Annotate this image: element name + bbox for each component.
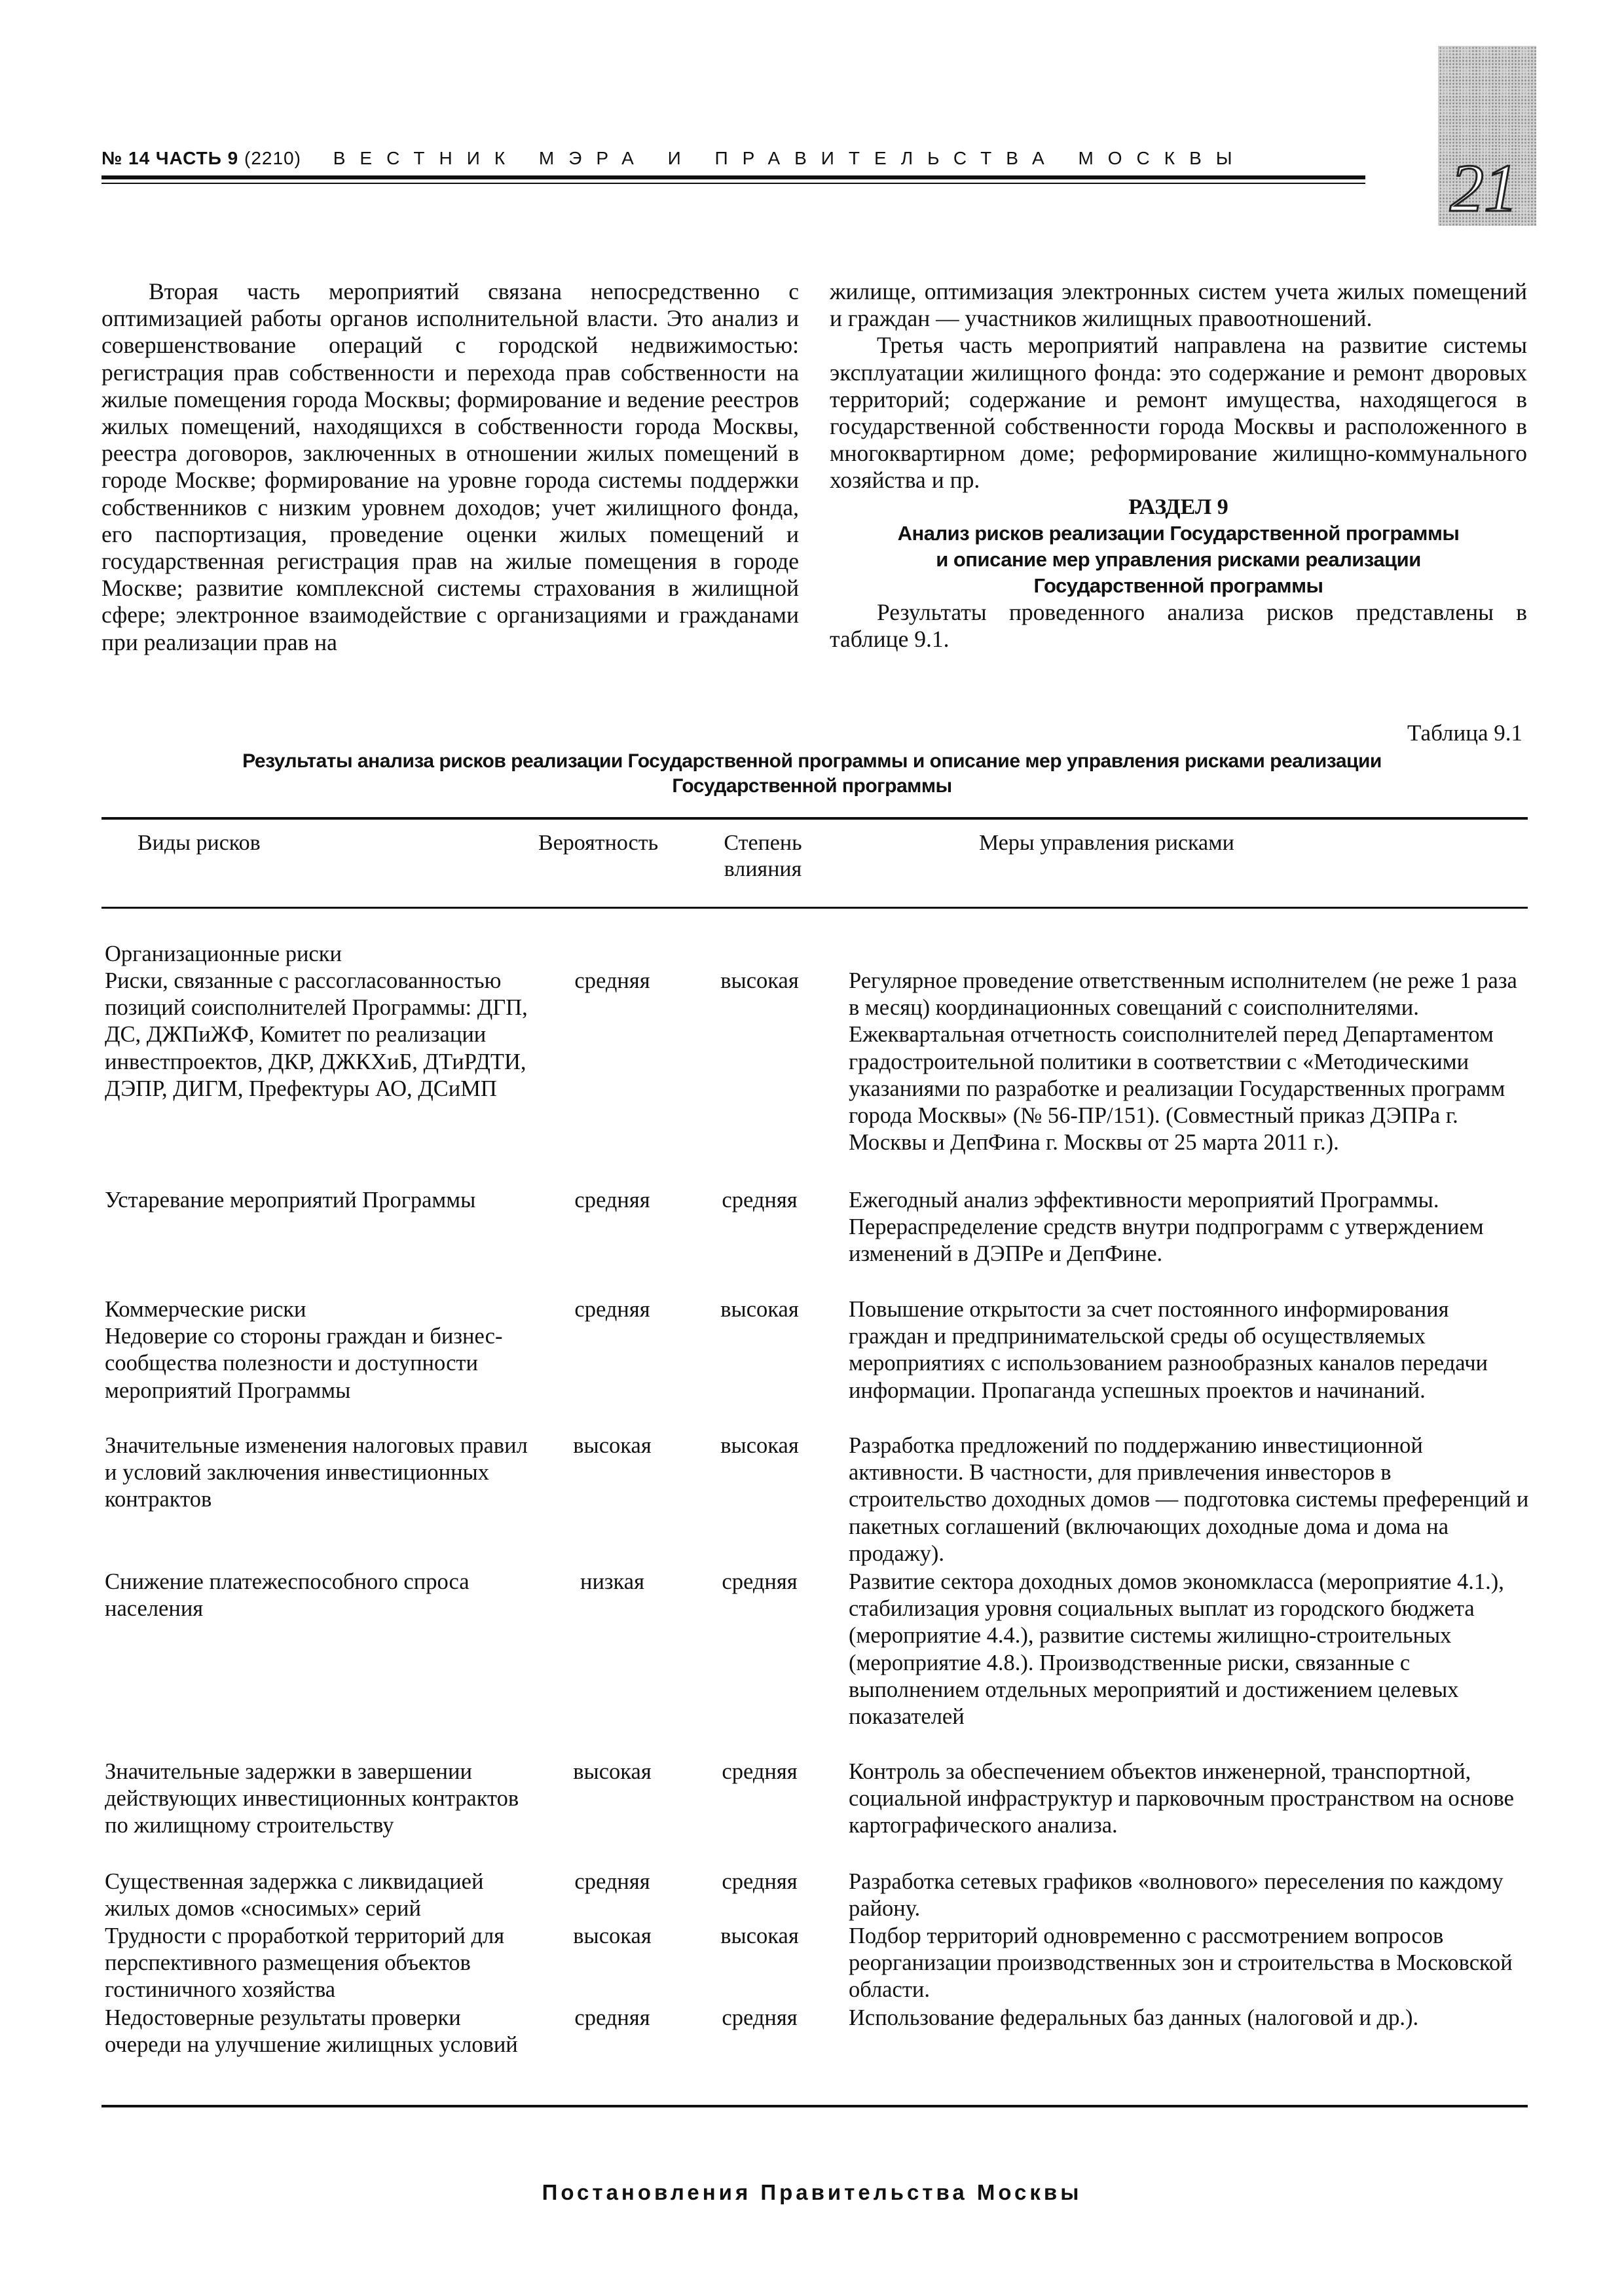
- measures-cell: Использование федеральных баз данных (налоговой и др.).: [849, 2005, 1419, 2030]
- section-label: РАЗДЕЛ 9: [1128, 494, 1228, 519]
- measures-cell: Ежегодный анализ эффективности мероприятий Программы. Перераспределение средств внутри подпрограмм с утверждением изменений в ДЭПРе и ДепФине.: [849, 1188, 1484, 1267]
- header-impact-line-1: Степень: [724, 831, 802, 855]
- measures-cell: Контроль за обеспечением объектов инженерной, транспортной, социальной инфраструктур и парковочным пространством на основе картографического анализа.: [849, 1759, 1514, 1838]
- table-title: [101, 749, 1522, 799]
- page-number-badge: [1438, 46, 1536, 226]
- group-organizational-risks: Организационные риски: [105, 941, 342, 966]
- probability-cell: низкая: [580, 1569, 644, 1594]
- left-column: [101, 278, 799, 656]
- risk-cell: Устаревание мероприятий Программы: [105, 1188, 476, 1212]
- impact-cell: средняя: [722, 1188, 798, 1212]
- page-number: 21: [1450, 151, 1518, 226]
- paragraph-continuation: жилище, оптимизация электронных систем учета жилых помещений и граждан — участников жилищных правоотношений.: [830, 278, 1527, 332]
- probability-cell: средняя: [574, 1188, 650, 1212]
- measures-cell: Регулярное проведение ответственным исполнителем (не реже 1 раза в месяц) координационных совещаний с соисполнителями. Ежеквартальная отчетность соисполнителей перед Департаментом градостроительной политики в соответствии с «Методическими указаниями по разработке и реализации Государственных программ города Москвы» (№ 56-ПР/151). (Совместный приказ ДЭПРа г. Москвы и ДепФина г. Москвы от 25 марта 2011 г.).: [849, 968, 1517, 1156]
- section-title-line-1: Анализ рисков реализации Государственной программы: [897, 521, 1460, 545]
- measures-cell: Разработка сетевых графиков «волнового» переселения по каждому району.: [849, 1869, 1504, 1922]
- impact-cell: высокая: [720, 968, 799, 993]
- header-probability: Вероятность: [538, 831, 659, 855]
- risk-cell: Риски, связанные с рассогласованностью позиций соисполнителей Программы: ДГП, ДС, ДЖПиЖФ, Комитет по реализации инвестпроектов, ДКР, ДЖКХиБ, ДТиРДТИ, ДЭПР, ДИГМ, Префектуры АО, ДСиМП: [105, 968, 528, 1101]
- risk-cell: Снижение платежеспособного спроса населения: [105, 1569, 470, 1622]
- probability-cell: средняя: [574, 968, 650, 993]
- risk-cell: Недостоверные результаты проверки очереди на улучшение жилищных условий: [105, 2005, 518, 2058]
- risk-cell: Значительные изменения налоговых правил и условий заключения инвестиционных контрактов: [105, 1433, 528, 1512]
- impact-cell: высокая: [720, 1297, 799, 1322]
- paragraph-third-part: Третья часть мероприятий направлена на развитие системы эксплуатации жилищного фонда: это содержание и ремонт дворовых территорий; содержание и ремонт имущества, находящегося в государственной собственности города Москвы и расположенного в многоквартирном доме; реформирование жилищно-коммунального хозяйства и пр.: [830, 332, 1527, 494]
- table-title-line-2: Государственной программы: [672, 775, 952, 797]
- table-label: Таблица 9.1: [1407, 720, 1522, 746]
- probability-cell: высокая: [573, 1759, 652, 1784]
- measures-cell: Повышение открытости за счет постоянного информирования граждан и предпринимательской среды об осуществляемых мероприятиях с использованием разнообразных каналов передачи информации. Пропаганда успешных проектов и начинаний.: [849, 1297, 1488, 1403]
- impact-cell: средняя: [722, 1569, 798, 1594]
- impact-cell: средняя: [722, 1759, 798, 1784]
- table-header-rule: [101, 907, 1528, 909]
- header-rule: [101, 175, 1365, 179]
- risk-cell: Существенная задержка с ликвидацией жилых домов «сносимых» серий: [105, 1869, 484, 1922]
- section-title-line-2: и описание мер управления рисками реализации: [936, 547, 1421, 571]
- paragraph-results: Результаты проведенного анализа рисков представлены в таблице 9.1.: [830, 598, 1527, 652]
- page-footer: Постановления Правительства Москвы: [542, 2180, 1082, 2204]
- header-impact-line-2: влияния: [724, 857, 802, 881]
- measures-cell: Развитие сектора доходных домов экономкласса (мероприятие 4.1.), стабилизация уровня социальных выплат из городского бюджета (мероприятие 4.4.), развитие системы жилищно-строительных (мероприятие 4.8.). Производственные риски, связанные с выполнением отдельных мероприятий и достижением целевых показателей: [849, 1569, 1504, 1730]
- impact-cell: средняя: [722, 2005, 798, 2030]
- impact-cell: средняя: [722, 1869, 798, 1894]
- measures-cell: Подбор территорий одновременно с рассмотрением вопросов реорганизации производственных зон и строительства в Московской области.: [849, 1923, 1513, 2003]
- impact-cell: высокая: [720, 1923, 799, 1948]
- probability-cell: средняя: [574, 1297, 650, 1322]
- header-measures: Меры управления рисками: [979, 831, 1234, 855]
- probability-cell: высокая: [573, 1923, 652, 1948]
- probability-cell: средняя: [574, 1869, 650, 1894]
- risk-text: Недоверие со стороны граждан и бизнес-сообщества полезности и доступности мероприятий Программы: [105, 1324, 503, 1403]
- header-risk-type: Виды рисков: [138, 831, 261, 855]
- probability-cell: средняя: [574, 2005, 650, 2030]
- probability-cell: высокая: [573, 1433, 652, 1458]
- issue-part: ЧАСТЬ 9: [155, 148, 239, 168]
- measures-cell: Разработка предложений по поддержанию инвестиционной активности. В частности, для привлечения инвесторов в строительство доходных домов — подготовка системы преференций и пакетных соглашений (включающих доходные дома и дома на продажу).: [849, 1433, 1529, 1566]
- header-impact: [714, 830, 812, 883]
- section-heading: [830, 494, 1527, 599]
- table-top-rule: [101, 817, 1528, 820]
- publication-title: ВЕСТНИК МЭРА И ПРАВИТЕЛЬСТВА МОСКВЫ: [333, 148, 1247, 168]
- paragraph-second-part: Вторая часть мероприятий связана непосредственно с оптимизацией работы органов исполнительной власти. Это анализ и совершенствование операций с городской недвижимостью: регистрация прав собственности и перехода прав собственности на жилые помещения города Москвы; формирование и ведение реестров жилых помещений, находящихся в собственности города Москвы, реестра договоров, заключенных в отношении жилых помещений в городе Москве; формирование на уровне города системы поддержки собственников с низким уровнем доходов; учет жилищного фонда, его паспортизация, проведение оценки жилых помещений и государственная регистрация прав на жилые помещения в городе Москве; развитие комплексной системы страхования в жилищной сфере; электронное взаимодействие с организациями и гражданами при реализации прав на: [101, 278, 799, 655]
- risk-cell: Значительные задержки в завершении действующих инвестиционных контрактов по жилищному строительству: [105, 1759, 519, 1838]
- right-column: [830, 278, 1527, 653]
- risk-cell: [105, 1296, 537, 1404]
- page-header: [101, 148, 1362, 168]
- table-bottom-rule: [101, 2105, 1528, 2107]
- group-commercial-risks: Коммерческие риски: [105, 1297, 306, 1322]
- table-title-line-1: Результаты анализа рисков реализации Государственной программы и описание мер управления рисками реализации: [242, 750, 1382, 772]
- impact-cell: высокая: [720, 1433, 799, 1458]
- section-title-line-3: Государственной программы: [1033, 574, 1323, 597]
- issue-number: № 14: [101, 148, 151, 168]
- risk-cell: Трудности с проработкой территорий для перспективного размещения объектов гостиничного хозяйства: [105, 1923, 505, 2003]
- issue-code: (2210): [244, 148, 301, 168]
- header-rule-thin: [101, 183, 1365, 184]
